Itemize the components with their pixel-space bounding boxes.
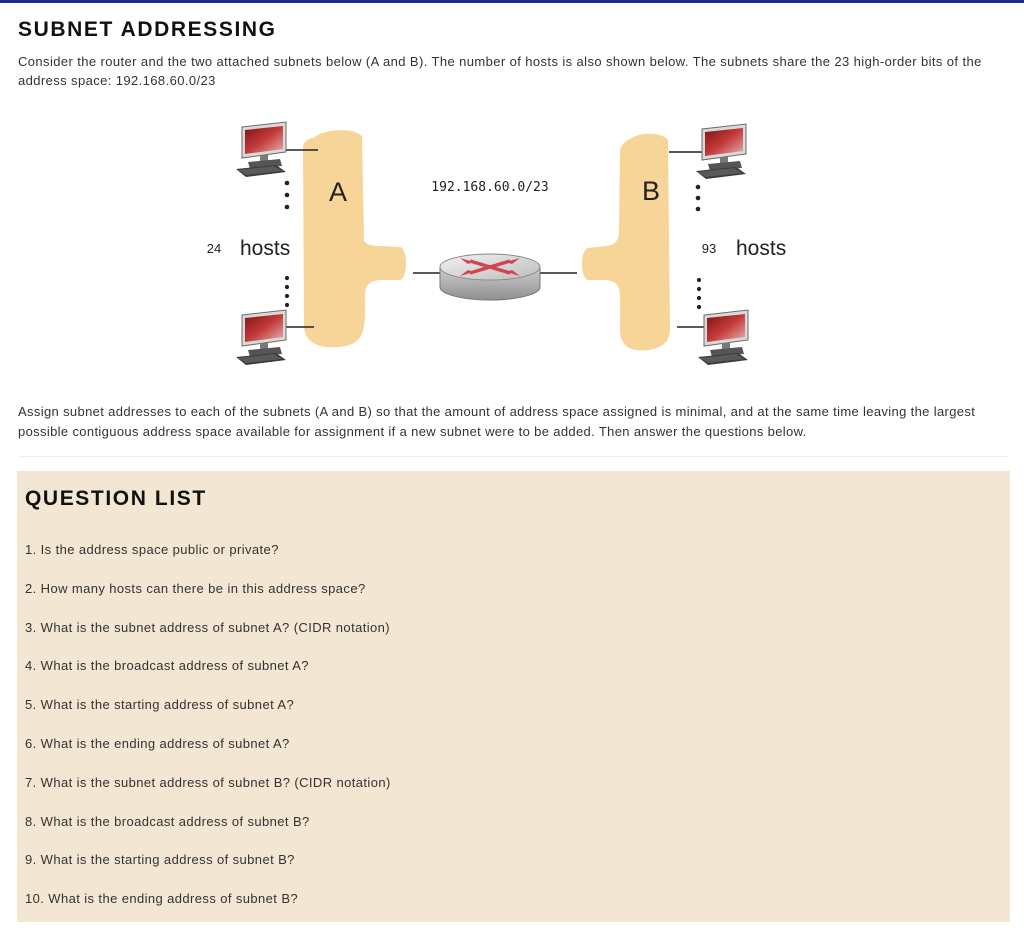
subnet-b-top-computer-icon (696, 124, 746, 179)
subnet-a-hosts-word: hosts (240, 237, 291, 260)
subnet-a-upper-dots-icon (285, 181, 290, 210)
question-list-title: QUESTION LIST (25, 487, 207, 510)
question-item: 1. Is the address space public or private? (25, 542, 279, 557)
subnet-a-lower-dots-icon (285, 276, 289, 307)
subnet-b-label: B (641, 176, 661, 206)
subnet-b-upper-dots-icon (696, 185, 701, 212)
question-item: 2. How many hosts can there be in this address space? (25, 580, 366, 596)
subnet-a-label: A (328, 177, 348, 207)
question-item: 8. What is the broadcast address of subnet B? (25, 813, 310, 829)
question-item: 7. What is the subnet address of subnet B? (CIDR notation) (25, 774, 391, 790)
top-accent-bar (0, 0, 1024, 3)
section-divider (18, 456, 1008, 457)
subnet-b-bottom-computer-icon (698, 310, 748, 365)
subnet-a-top-computer-icon (236, 122, 286, 177)
subnet-b-lower-dots-icon (697, 278, 701, 309)
router-icon (440, 254, 540, 300)
address-space-label: 192.168.60.0/23 (431, 180, 549, 195)
subnet-b-region (582, 134, 670, 351)
question-item: 3. What is the subnet address of subnet A? (CIDR notation) (25, 619, 390, 635)
question-item: 10. What is the ending address of subnet B? (25, 891, 299, 907)
instructions-text: Assign subnet addresses to each of the subnets (A and B) so that the amount of address space assigned is minimal, and at the same time leaving the largest possible contiguous address space available for assignment if a new subnet were to be added. Then answer the questions below. (18, 404, 976, 439)
question-item: 4. What is the broadcast address of subnet A? (25, 658, 309, 674)
subnet-a-bottom-computer-icon (236, 310, 286, 365)
page-title: SUBNET ADDRESSING (18, 18, 277, 41)
subnet-b-host-count: 93 (701, 241, 717, 256)
question-item: 6. What is the ending address of subnet A? (25, 735, 290, 751)
question-item: 9. What is the starting address of subnet B? (25, 852, 295, 868)
network-diagram (0, 100, 1024, 390)
subnet-a-region (303, 130, 406, 347)
question-item: 5. What is the starting address of subnet A? (25, 697, 295, 713)
question-panel (17, 471, 1010, 922)
subnet-a-host-count: 24 (206, 241, 222, 256)
intro-text: Consider the router and the two attached subnets below (A and B). The number of hosts is also shown below. The subnets share the 23 high-order bits of the address space: 192.168.60.0/23 (18, 54, 982, 88)
subnet-b-hosts-word: hosts (736, 237, 787, 260)
question-list (25, 542, 391, 930)
